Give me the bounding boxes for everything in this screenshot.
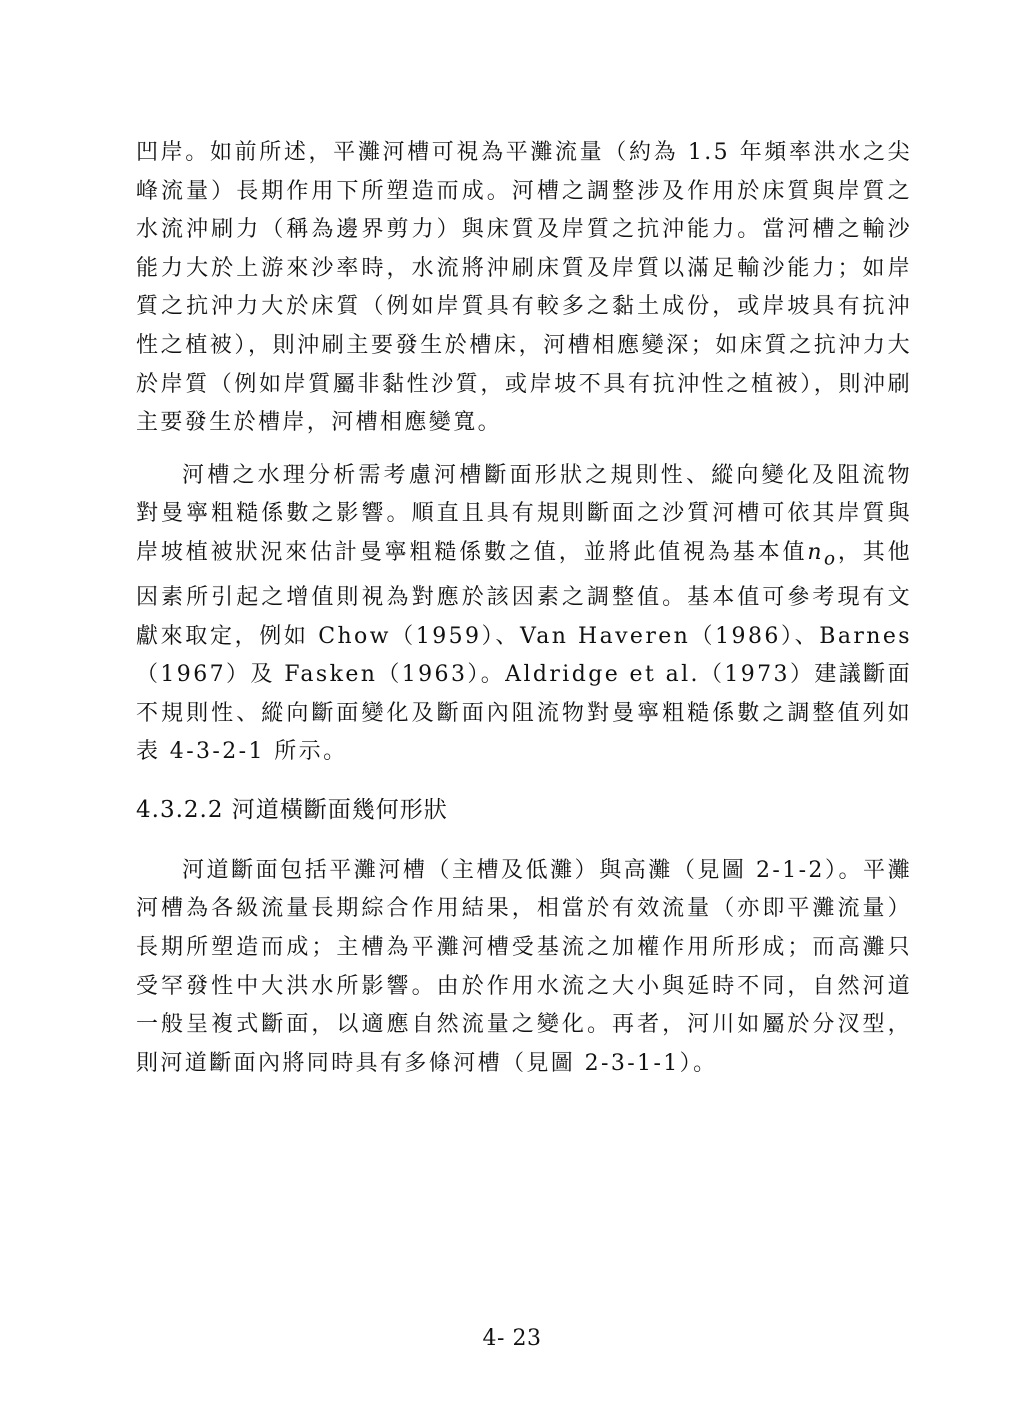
page-number: 4- 23 [482,1326,542,1351]
paragraph-manning-text-before: 河槽之水理分析需考慮河槽斷面形狀之規則性、縱向變化及阻流物對曼寧粗糙係數之影響。順直且具有規則斷面之沙質河槽可依其岸質與岸坡植被狀況來估計曼寧粗糙係數之值，並將此值視為基本值 [136,462,912,565]
document-body [136,134,912,1083]
manning-base-value-subscript: o [823,548,838,570]
paragraph-manning-text-after: ，其他因素所引起之增值則視為對應於該因素之調整值。基本值可參考現有文獻來取定，例如 Chow（1959）、Van Haveren（1986）、Barnes（1967）及 Fasken（1963）。Aldridge et al.（1973）建議斷面不規則性、縱向斷面變化及斷面內阻流物對曼寧粗糙係數之調整值列如表 4-3-2-1 所示。 [136,539,912,765]
paragraph-cross-section-geometry: 河道斷面包括平灘河槽（主槽及低灘）與高灘（見圖 2-1-2）。平灘河槽為各級流量長期綜合作用結果，相當於有效流量（亦即平灘流量）長期所塑造而成；主槽為平灘河槽受基流之加權作用所形成；而高灘只受罕發性中大洪水所影響。由於作用水流之大小與延時不同，自然河道一般呈複式斷面，以適應自然流量之變化。再者，河川如屬於分汊型，則河道斷面內將同時具有多條河槽（見圖 2-3-1-1）。 [136,857,912,1076]
paragraph-river-channel-adjustment: 凹岸。如前所述，平灘河槽可視為平灘流量（約為 1.5 年頻率洪水之尖峰流量）長期作用下所塑造而成。河槽之調整涉及作用於床質與岸質之水流沖刷力（稱為邊界剪力）與床質及岸質之抗沖能力。當河槽之輸沙能力大於上游來沙率時，水流將沖刷床質及岸質以滿足輸沙能力；如岸質之抗沖力大於床質（例如岸質具有較多之黏土成份，或岸坡具有抗沖性之植被），則沖刷主要發生於槽床，河槽相應變深；如床質之抗沖力大於岸質（例如岸質屬非黏性沙質，或岸坡不具有抗沖性之植被），則沖刷主要發生於槽岸，河槽相應變寬。 [136,140,912,436]
manning-base-value-symbol: n [807,539,824,565]
section-heading: 4.3.2.2 河道橫斷面幾何形狀 [136,796,448,823]
paragraph-manning-roughness [136,457,912,772]
